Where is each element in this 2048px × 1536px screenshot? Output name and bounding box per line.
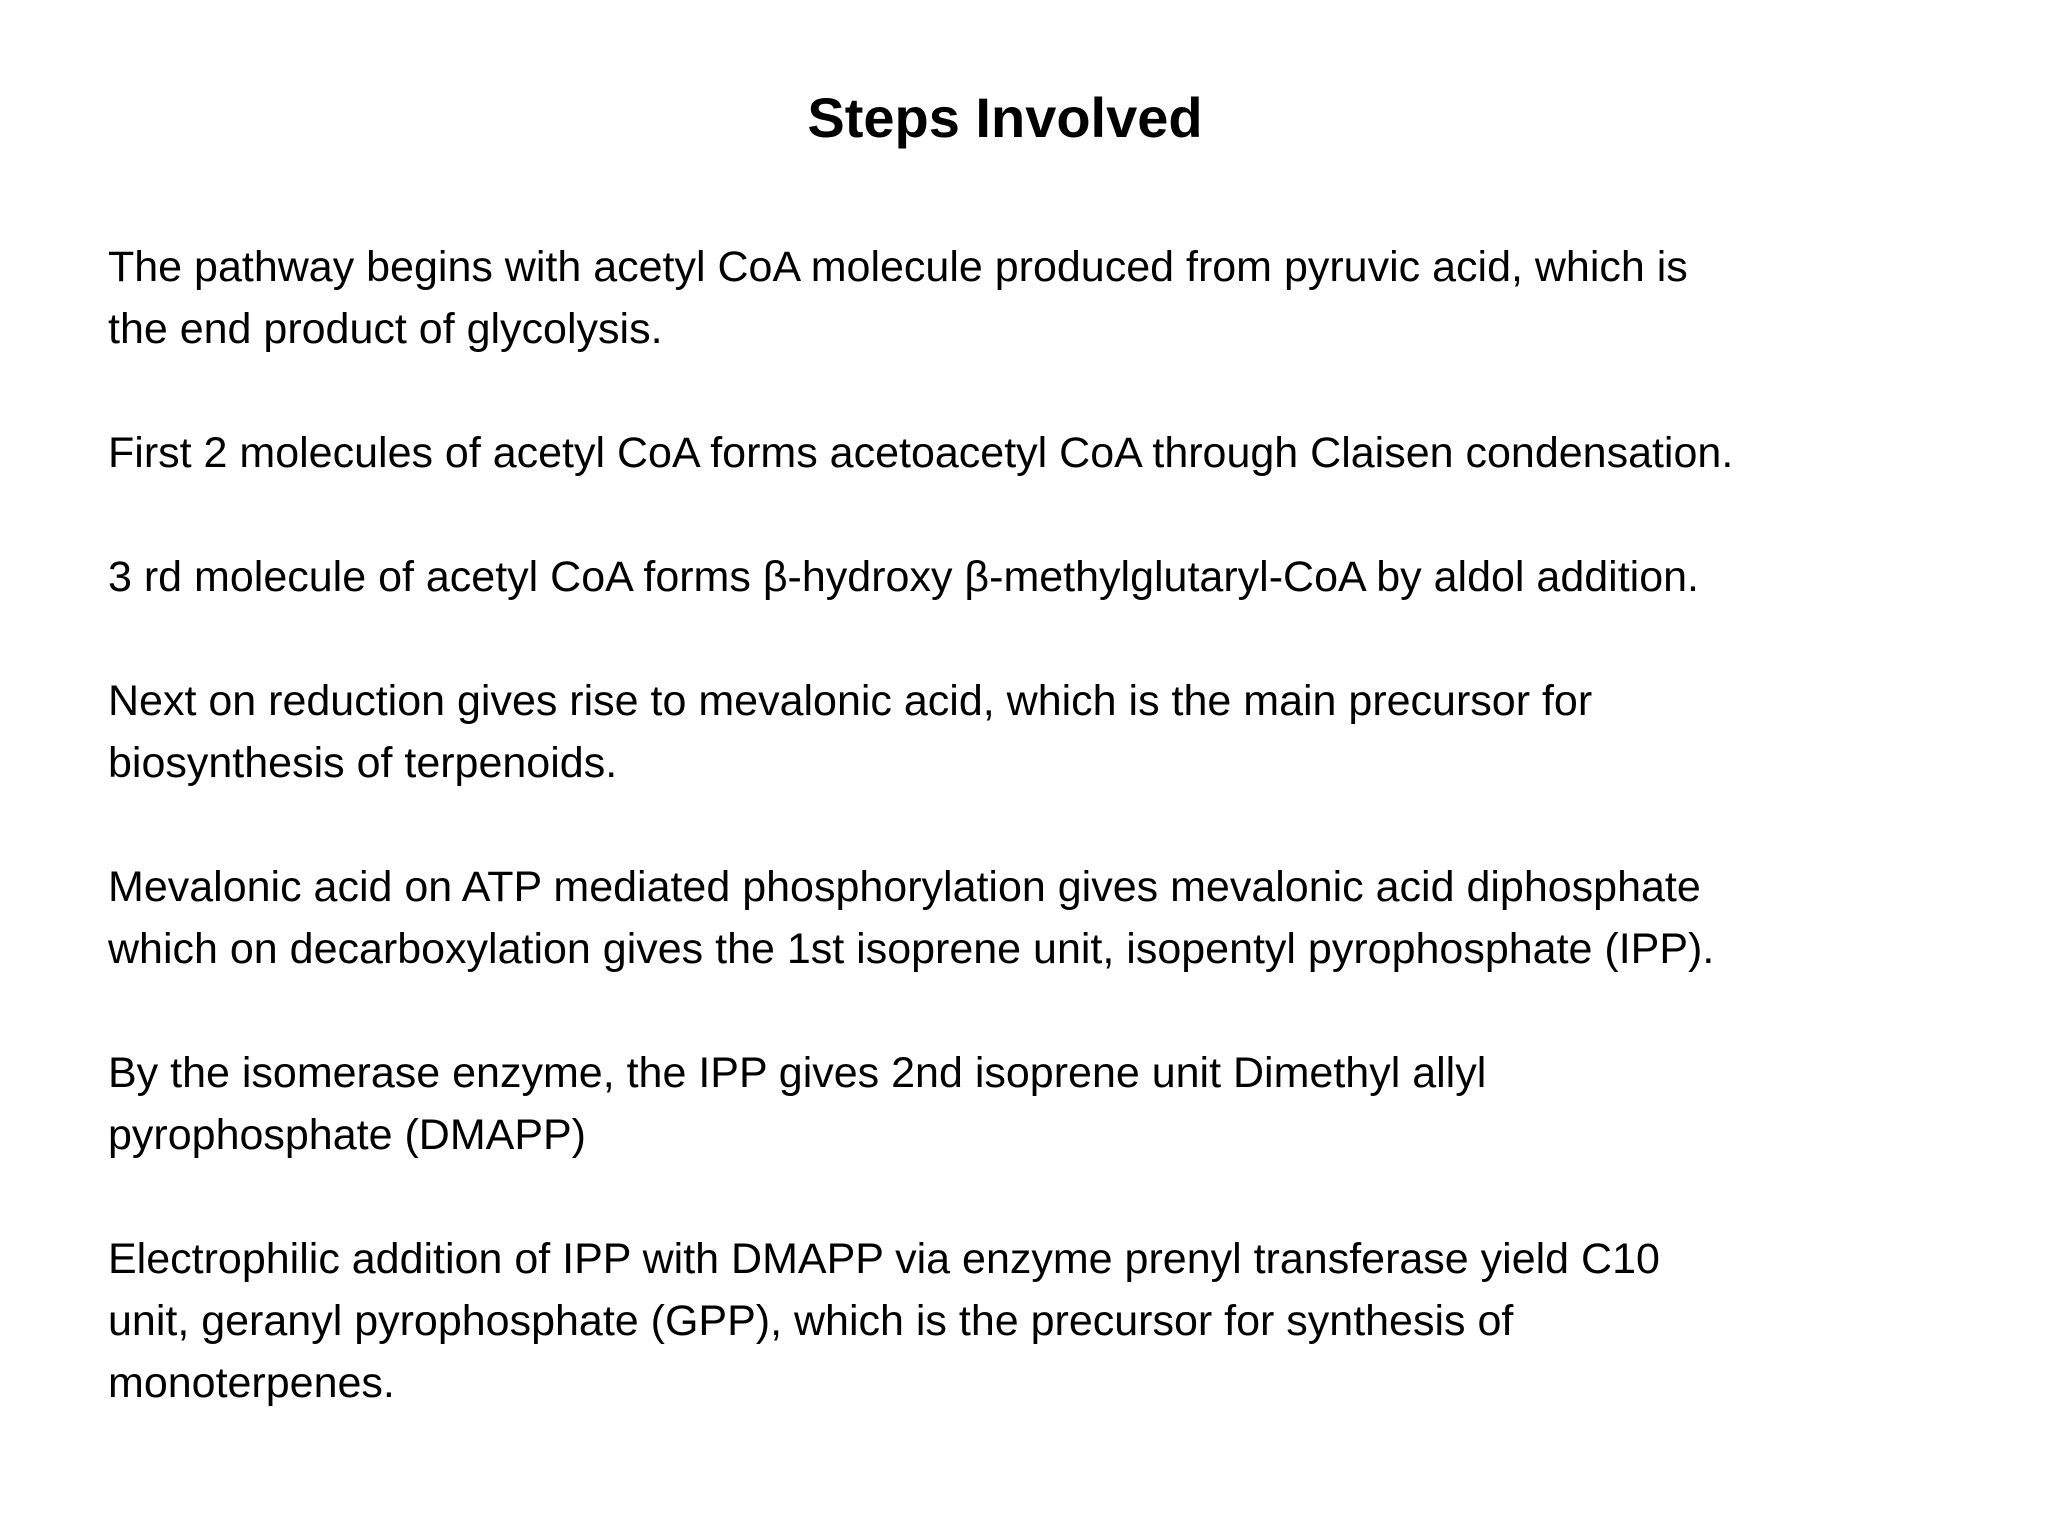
paragraph-dmapp-isomerase: By the isomerase enzyme, the IPP gives 2nd isoprene unit Dimethyl allyl pyrophosphate (DMAPP) — [108, 1049, 1487, 1159]
paragraph-aldol-addition: 3 rd molecule of acetyl CoA forms β-hydroxy β-methylglutaryl-CoA by aldol addition. — [108, 553, 1699, 601]
slide-body — [108, 236, 1928, 1414]
paragraph-claisen-condensation: First 2 molecules of acetyl CoA forms acetoacetyl CoA through Claisen condensation. — [108, 429, 1734, 477]
paragraph-acetyl-coa-origin: The pathway begins with acetyl CoA molecule produced from pyruvic acid, which is the end product of glycolysis. — [108, 243, 1688, 353]
paragraph-mevalonic-acid: Next on reduction gives rise to mevalonic acid, which is the main precursor for biosynthesis of terpenoids. — [108, 677, 1593, 787]
paragraph-gpp-synthesis: Electrophilic addition of IPP with DMAPP via enzyme prenyl transferase yield C10 unit, geranyl pyrophosphate (GPP), which is the precursor for synthesis of monoterpenes. — [108, 1235, 1660, 1407]
slide-title: Steps Involved — [807, 86, 1203, 149]
paragraph-ipp-formation: Mevalonic acid on ATP mediated phosphorylation gives mevalonic acid diphosphate which on decarboxylation gives the 1st isoprene unit, isopentyl pyrophosphate (IPP). — [108, 863, 1715, 973]
